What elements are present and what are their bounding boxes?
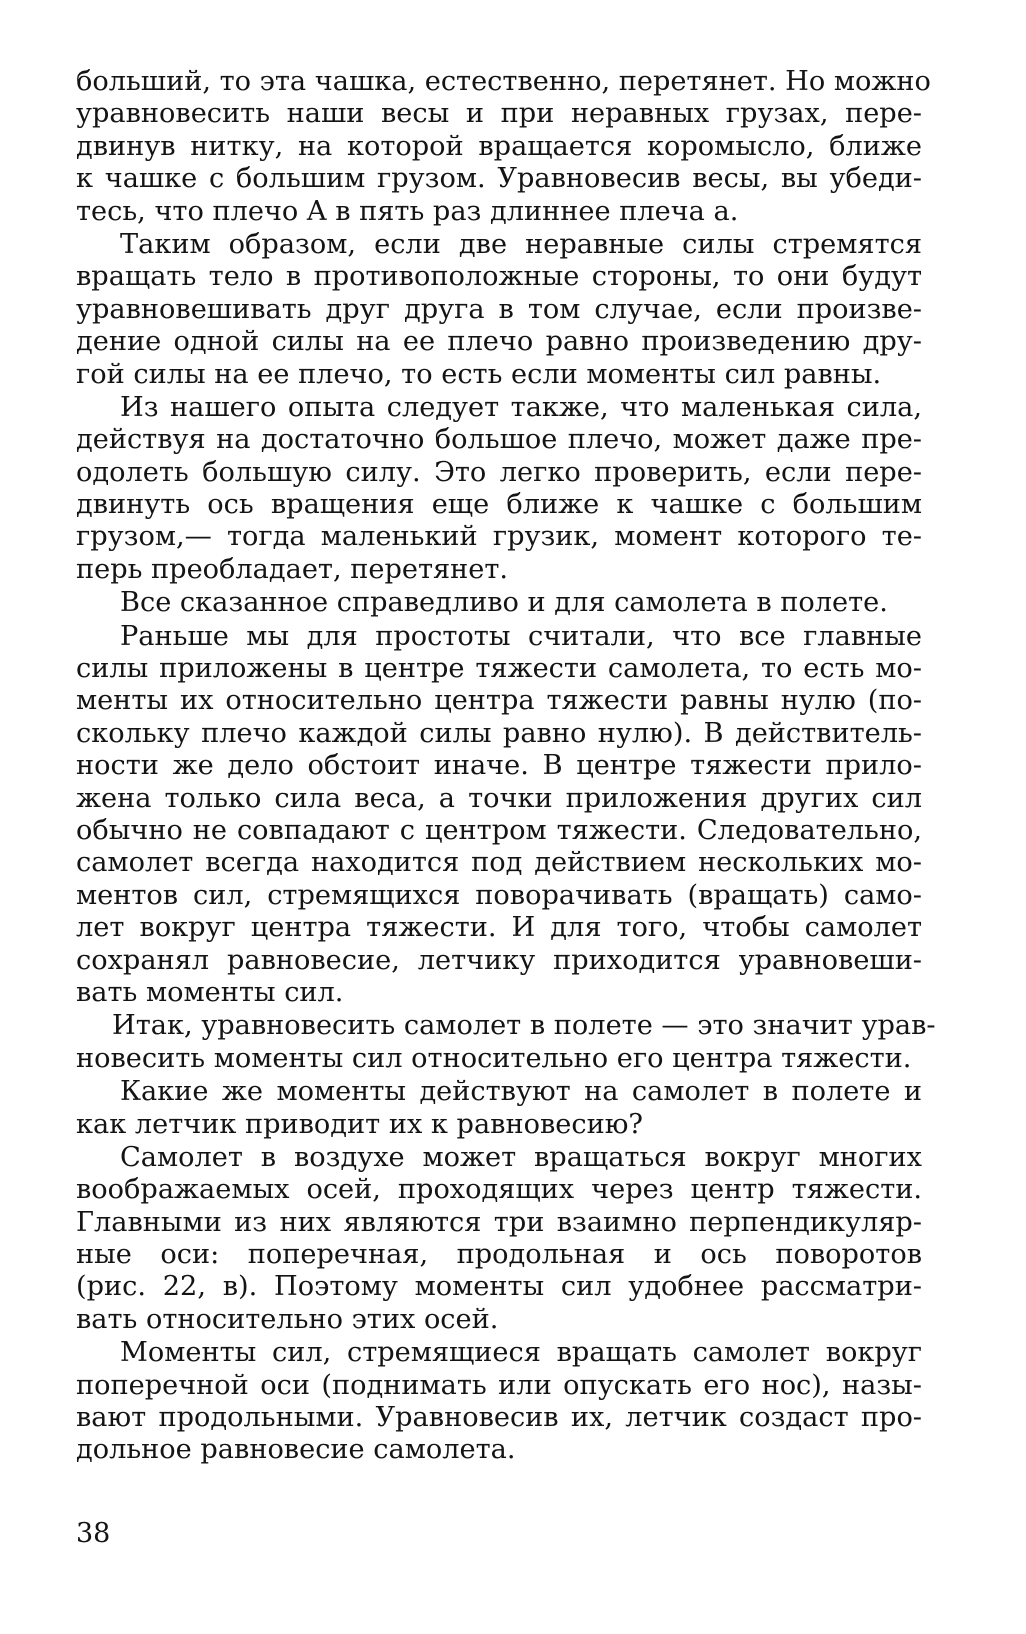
text-line: дольное равновесие самолета.	[76, 1434, 516, 1466]
paragraph-axes	[76, 1142, 922, 1336]
text-line: уравновешивать друг друга в том случае, если произве-	[76, 293, 922, 325]
text-line: обычно не совпадают с центром тяжести. Следовательно,	[76, 814, 922, 846]
text-line: вать моменты сил.	[76, 976, 344, 1008]
text-line: как летчик приводит их к равновесию?	[76, 1108, 643, 1140]
paragraph-center-of-gravity	[76, 621, 922, 1010]
text-line: Моменты сил, стремящиеся вращать самолет вокруг	[120, 1337, 922, 1369]
text-line: грузом,— тогда маленький грузик, момент которого те-	[76, 521, 922, 553]
text-line: ментов сил, стремящихся поворачивать (вращать) само-	[76, 879, 922, 911]
text-line: воображаемых осей, проходящих через центр тяжести.	[76, 1174, 922, 1206]
paragraph-balance-moments	[76, 1010, 936, 1075]
paragraph-unequal-forces	[76, 229, 922, 391]
text-line: действуя на достаточно большое плечо, может даже пре-	[76, 424, 922, 456]
text-line: гой силы на ее плечо, то есть если моменты сил равны.	[76, 358, 882, 390]
text-line: к чашке с большим грузом. Уравновесив весы, вы убеди-	[76, 163, 922, 195]
paragraph-balance-scale	[76, 66, 931, 228]
paragraph-aircraft-applies	[76, 587, 922, 619]
text-line: Итак, уравновесить самолет в полете — это значит урав-	[112, 1010, 936, 1042]
text-line: новесить моменты сил относительно его центра тяжести.	[76, 1042, 912, 1074]
text-line: двинув нитку, на которой вращается коромысло, ближе	[76, 130, 922, 162]
page-body	[76, 66, 936, 1467]
text-line: сохранял равновесие, летчику приходится уравновеши-	[76, 944, 922, 976]
paragraph-small-force	[76, 392, 922, 586]
text-line: дение одной силы на ее плечо равно произведению дру-	[76, 326, 922, 358]
text-line: Раньше мы для простоты считали, что все главные	[120, 620, 922, 652]
text-line: (рис. 22, в). Поэтому моменты сил удобнее рассматри-	[76, 1271, 922, 1303]
text-line: уравновесить наши весы и при неравных грузах, пере-	[76, 98, 922, 130]
page-number: 38	[76, 1518, 111, 1549]
text-line: скольку плечо каждой силы равно нулю). В действитель-	[76, 717, 922, 749]
text-line: тесь, что плечо A в пять раз длиннее плеча a.	[76, 195, 739, 227]
text-line: жена только сила веса, а точки приложения других сил	[76, 782, 922, 814]
text-line: вают продольными. Уравновесив их, летчик создаст про-	[76, 1402, 922, 1434]
text-line: одолеть большую силу. Это легко проверить, если пере-	[76, 456, 922, 488]
text-line: вать относительно этих осей.	[76, 1303, 499, 1335]
text-line: больший, то эта чашка, естественно, перетянет. Но можно	[76, 66, 931, 97]
text-line: Таким образом, если две неравные силы стремятся	[120, 228, 922, 260]
text-line: Самолет в воздухе может вращаться вокруг многих	[120, 1141, 922, 1173]
text-line: самолет всегда находится под действием нескольких мо-	[76, 847, 922, 879]
text-line: менты их относительно центра тяжести равны нулю (по-	[76, 685, 922, 717]
text-line: Все сказанное справедливо и для самолета в полете.	[120, 587, 888, 619]
text-line: Из нашего опыта следует также, что маленькая сила,	[120, 391, 922, 423]
text-line: Главными из них являются три взаимно перпендикуляр-	[76, 1206, 922, 1238]
text-line: поперечной оси (поднимать или опускать его нос), назы-	[76, 1369, 922, 1401]
text-line: двинуть ось вращения еще ближе к чашке с большим	[76, 489, 922, 521]
text-line: вращать тело в противоположные стороны, то они будут	[76, 261, 922, 293]
text-line: силы приложены в центре тяжести самолета, то есть мо-	[76, 653, 922, 685]
text-line: Какие же моменты действуют на самолет в полете и	[120, 1076, 922, 1108]
paragraph-longitudinal	[76, 1337, 922, 1467]
text-line: ности же дело обстоит иначе. В центре тяжести прило-	[76, 750, 922, 782]
text-line: ные оси: поперечная, продольная и ось поворотов	[76, 1239, 922, 1271]
paragraph-question	[76, 1076, 922, 1141]
text-line: перь преобладает, перетянет.	[76, 553, 509, 585]
text-line: лет вокруг центра тяжести. И для того, чтобы самолет	[76, 912, 922, 944]
